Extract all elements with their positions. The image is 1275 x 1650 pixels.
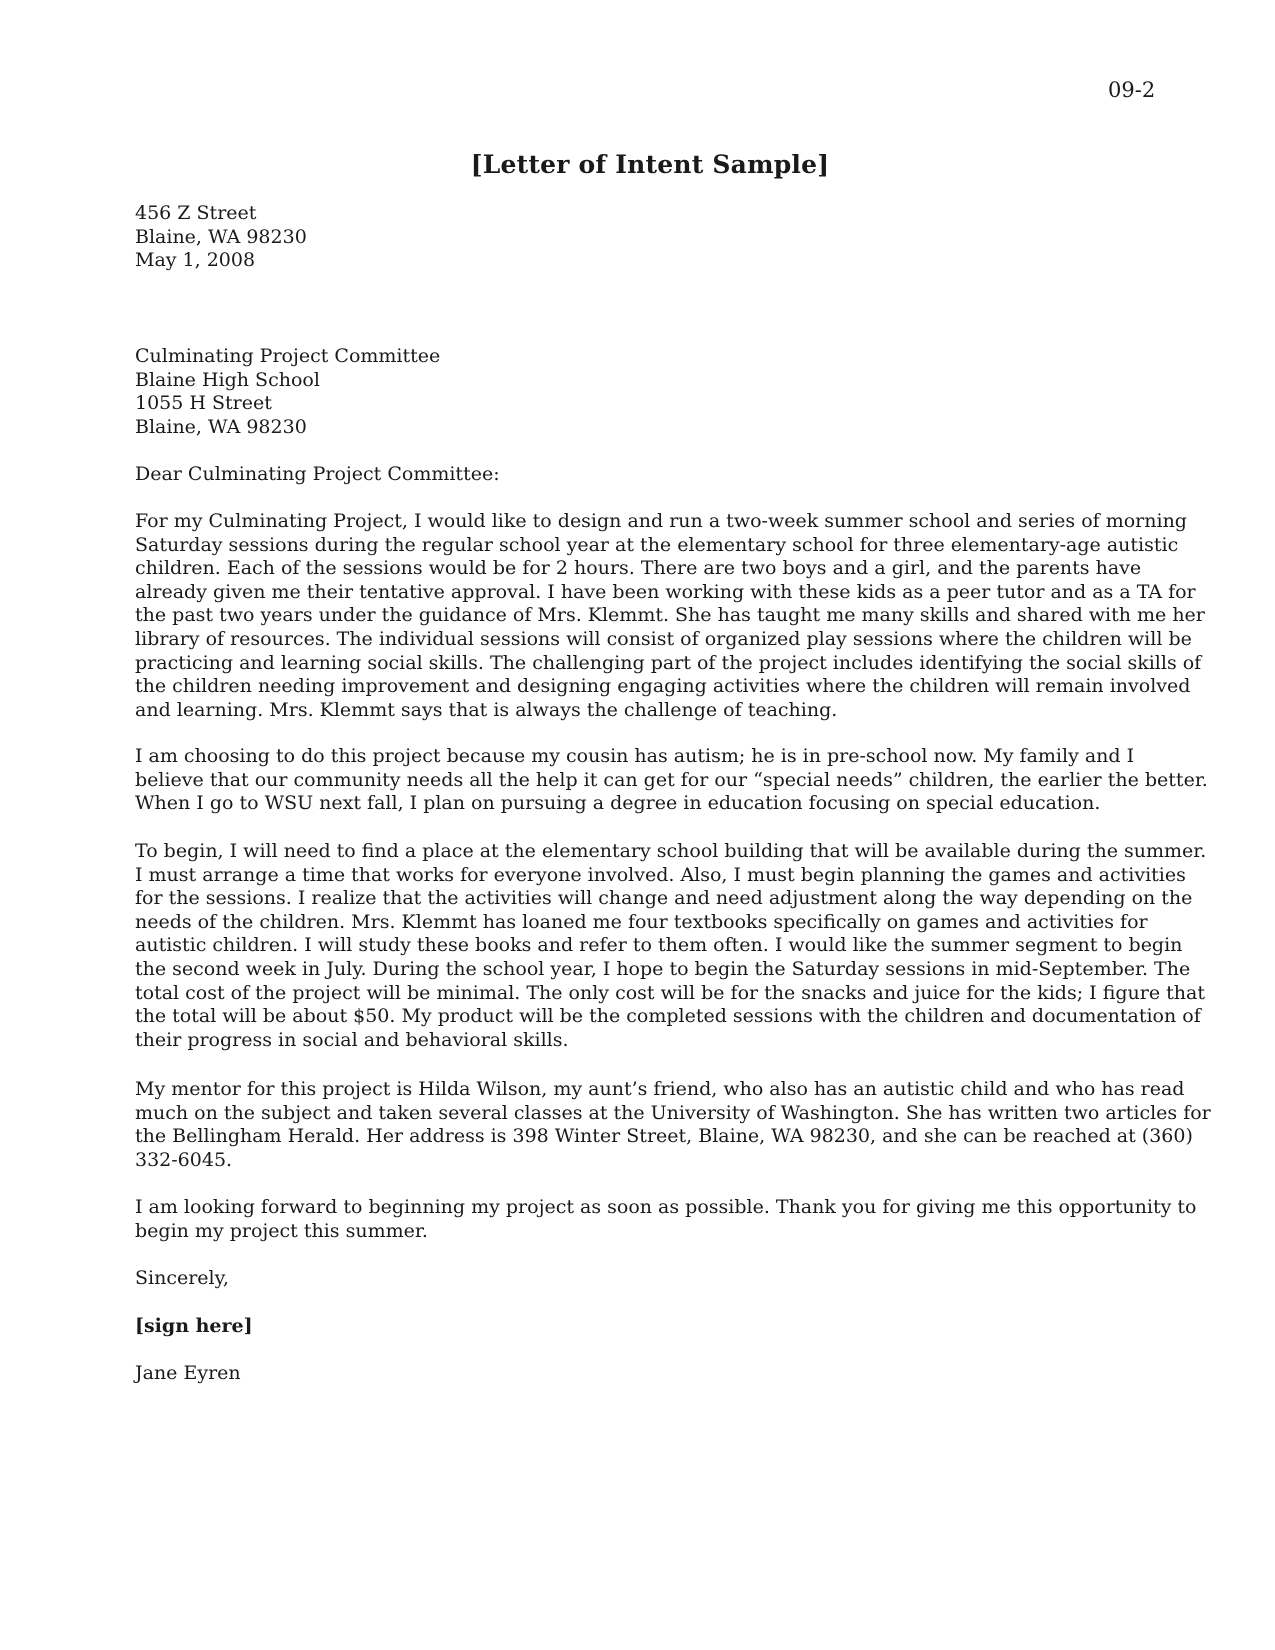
paragraph-line: the second week in July. During the school year, I hope to begin the Saturday sessions in mid-September. The	[135, 957, 1191, 980]
paragraph-5	[135, 1196, 1197, 1243]
paragraph-3	[135, 840, 1207, 1052]
paragraph-4	[135, 1078, 1211, 1172]
recipient-address	[135, 345, 1167, 439]
paragraph-line: the children needing improvement and designing engaging activities where the children will remain involved	[135, 675, 1191, 698]
paragraph-line: For my Culminating Project, I would like to design and run a two-week summer school and series of morning	[135, 510, 1187, 532]
paragraph-line: practicing and learning social skills. The challenging part of the project includes identifying the social skills of	[135, 651, 1202, 674]
paragraph-line: needs of the children. Mrs. Klemmt has loaned me four textbooks specifically on games and activities for	[135, 910, 1148, 933]
closing: Sincerely,	[135, 1267, 229, 1289]
paragraph-1	[135, 510, 1205, 722]
paragraph-line: their progress in social and behavioral skills.	[135, 1028, 569, 1051]
paragraph-line: I am looking forward to beginning my project as soon as possible. Thank you for giving me this opportunity to	[135, 1196, 1197, 1218]
page-number: 09-2	[1108, 78, 1156, 102]
paragraph-line: begin my project this summer.	[135, 1219, 428, 1242]
paragraph-line: When I go to WSU next fall, I plan on pursuing a degree in education focusing on special education.	[135, 792, 1101, 815]
paragraph-line: library of resources. The individual sessions will consist of organized play sessions where the children will be	[135, 627, 1192, 650]
paragraph-line: I am choosing to do this project because my cousin has autism; he is in pre-school now. My family and I	[135, 745, 1135, 767]
paragraph-line: To begin, I will need to find a place at the elementary school building that will be available during the summer.	[135, 840, 1207, 862]
paragraph-line: the past two years under the guidance of Mrs. Klemmt. She has taught me many skills and shared with me her	[135, 604, 1205, 627]
paragraph-line: already given me their tentative approval. I have been working with these kids as a peer tutor and as a TA for	[135, 580, 1196, 603]
paragraph-line: 332-6045.	[135, 1148, 233, 1171]
document-title: [Letter of Intent Sample]	[470, 150, 830, 179]
paragraph-line: My mentor for this project is Hilda Wilson, my aunt’s friend, who also has an autistic child and who has read	[135, 1078, 1185, 1100]
paragraph-line: for the sessions. I realize that the activities will change and need adjustment along the way depending on the	[135, 887, 1193, 910]
paragraph-line: children. Each of the sessions would be for 2 hours. There are two boys and a girl, and the parents have	[135, 557, 1142, 580]
recipient-city: Blaine, WA 98230	[135, 415, 307, 438]
sender-city: Blaine, WA 98230	[135, 225, 307, 248]
recipient-name: Culminating Project Committee	[135, 345, 441, 367]
salutation: Dear Culminating Project Committee:	[135, 463, 500, 485]
paragraph-line: I must arrange a time that works for everyone involved. Also, I must begin planning the games and activities	[135, 863, 1186, 886]
paragraph-line: much on the subject and taken several classes at the University of Washington. She has written two articles for	[135, 1101, 1211, 1124]
paragraph-line: autistic children. I will study these books and refer to them often. I would like the summer segment to begin	[135, 934, 1183, 957]
paragraph-line: total cost of the project will be minimal. The only cost will be for the snacks and juice for the kids; I figure that	[135, 981, 1205, 1004]
paragraph-line: Saturday sessions during the regular school year at the elementary school for three elementary-age autistic	[135, 533, 1179, 556]
recipient-school: Blaine High School	[135, 368, 320, 391]
recipient-street: 1055 H Street	[135, 392, 272, 415]
signature-placeholder: [sign here]	[135, 1315, 253, 1337]
sender-name: Jane Eyren	[135, 1362, 241, 1384]
sender-street: 456 Z Street	[135, 202, 257, 224]
letter-date: May 1, 2008	[135, 249, 256, 272]
paragraph-line: and learning. Mrs. Klemmt says that is always the challenge of teaching.	[135, 698, 838, 721]
paragraph-line: the total will be about $50. My product will be the completed sessions with the children and documentation of	[135, 1005, 1201, 1028]
paragraph-line: believe that our community needs all the help it can get for our “special needs” children, the earlier the better.	[135, 768, 1208, 791]
paragraph-2	[135, 745, 1208, 816]
paragraph-line: the Bellingham Herald. Her address is 398 Winter Street, Blaine, WA 98230, and she can be reached at (360)	[135, 1125, 1193, 1148]
sender-address	[135, 202, 1167, 273]
